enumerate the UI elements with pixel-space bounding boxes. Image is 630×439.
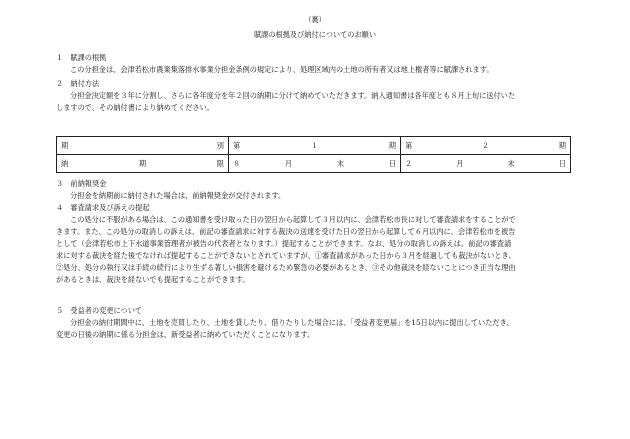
table-cell-deadline-1: ８ 月 末 日 [229,155,401,173]
section-4-line-2: きます。また、この処分の取消しの訴えは、前記の審査請求に対する裁決の送達を受けた日の翌日から起算して６月以内に、会津若松市を被告 [56,227,516,236]
table-cell-deadline-label: 納 期 限 [57,155,229,173]
page-title: 賦課の根拠及び納付についてのお願い [253,30,377,39]
section-2-heading: ２ 納付方法 [56,79,100,88]
table-cell-period-2: 第 ２ 期 [401,137,571,155]
page-side-label: （裏） [304,15,326,24]
section-4-line-6: があるときは、裁決を経ないでも提起することができます。 [56,275,250,284]
section-2-line-2: しますので、その納付書により納めてください。 [56,103,214,112]
table-row [57,137,571,155]
section-4-line-3: として（会津若松市上下水道事業管理者が被告の代表者となります。）提起することができます。なお、処分の取消しの訴えは、前記の審査請 [56,239,512,248]
section-1-heading: １ 賦課の根拠 [56,53,107,62]
section-3-line-1: 分担金を納期前に納付された場合は、前納報奨金が交付されます。 [70,191,286,200]
section-4-line-1: この処分に不服がある場合は、この通知書を受け取った日の翌日から起算して３月以内に、会津若松市長に対して審査請求をすることがで [70,215,516,224]
table-cell-deadline-2: ２ 月 末 日 [401,155,571,173]
section-5-heading: ５ 受益者の変更について [56,306,143,315]
section-4-line-4: 求に対する裁決を経た後でなければ提起することができないとされていますが、①審査請求があった日から３月を経過しても裁決がないとき、 [56,251,516,260]
payment-schedule-table [56,136,571,173]
section-5-line-2: 変更の日後の納期に係る分担金は、新受益者に納めていただくことになります。 [56,330,315,339]
section-1-text [56,64,570,75]
table-row [57,155,571,173]
section-1-line-1: この分担金は、会津若松市農業集落排水事業分担金条例の規定により、処理区域内の土地の所有者又は地上権者等に賦課されます。 [70,65,494,74]
section-4-line-5: ②処分、処分の執行又は手続の続行により生ずる著しい損害を避けるため緊急の必要があるとき、③その他裁決を経ないことにつき正当な理由 [56,263,516,272]
section-4-heading: ４ 審査請求及び訴えの提起 [56,203,150,212]
table-cell-period-1: 第 １ 期 [229,137,401,155]
table-cell-period-label: 期 別 [57,137,229,155]
section-5-line-1: 分担金の納付期間中に、土地を売買したり、土地を貸したり、借りたりした場合には、「受益者変更届」を15日以内に提出していただき、 [70,318,514,327]
section-3-heading: ３ 前納報奨金 [56,179,107,188]
section-2-line-1: 分担金決定額を３年に分割し、さらに各年度分を年２回の納期に分けて納めていただきます。納入通知書は各年度とも８月上旬に送付いた [70,91,516,100]
